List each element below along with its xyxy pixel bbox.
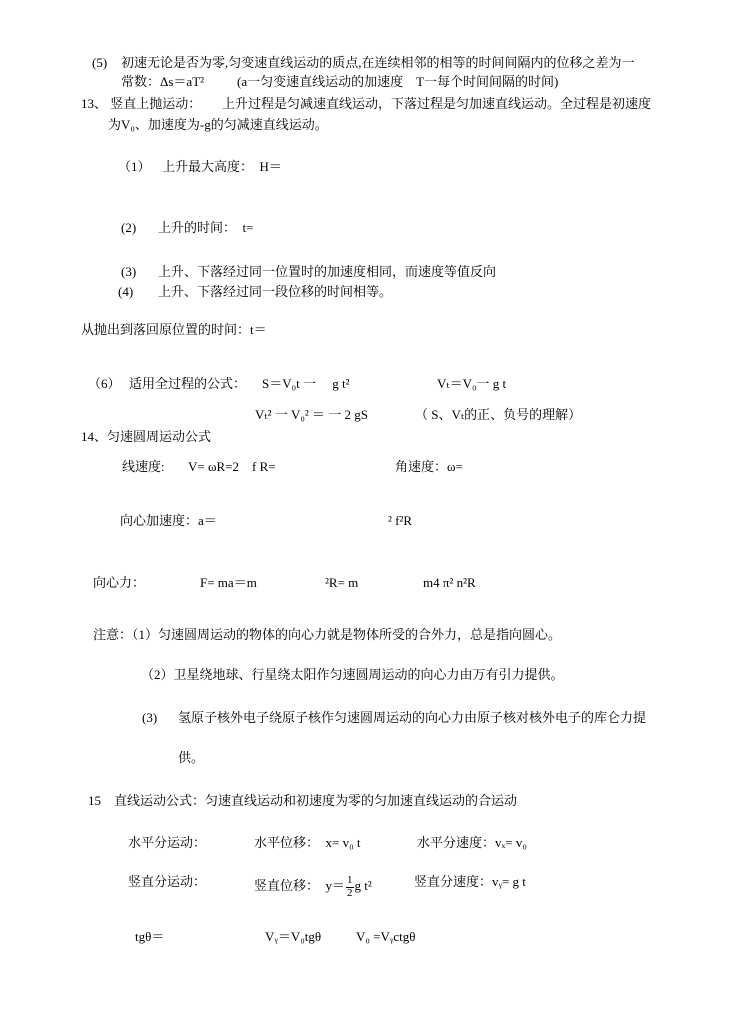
sec13-text2: 为V₀、加速度为-g的匀减速直线运动。 bbox=[108, 117, 328, 132]
vertical-motion-label: 竖直分运动： bbox=[128, 874, 207, 889]
centripetal-acc-label: 向心加速度：a＝ bbox=[120, 513, 217, 528]
tan-formula-1: Vᵧ＝V₀tgθ bbox=[265, 929, 322, 944]
note-2: （2）卫星绕地球、行星绕太阳作匀速圆周运动的向心力由万有引力提供。 bbox=[141, 667, 564, 682]
centripetal-force-f2: ²R= m bbox=[325, 575, 359, 590]
one-half-fraction bbox=[346, 875, 354, 899]
tan-formula-2: V₀ =Vᵧctgθ bbox=[356, 929, 416, 944]
throw-time: 从抛出到落回原位置的时间：t＝ bbox=[81, 322, 267, 337]
sec13-item4: 上升、下落经过同一段位移的时间相等。 bbox=[158, 284, 393, 299]
sec15-heading: 15 直线运动公式：匀速直线运动和初速度为零的匀加速直线运动的合运动 bbox=[88, 793, 518, 808]
horizontal-displacement: 水平位移： x= v₀ t bbox=[254, 835, 361, 850]
note-3: 氢原子核外电子绕原子核作匀速圆周运动的向心力由原子核对核外电子的库仑力提 bbox=[178, 710, 647, 725]
sec13-heading: 13、 竖直上抛运动： bbox=[81, 96, 202, 111]
tan-theta-label: tgθ＝ bbox=[135, 929, 165, 944]
note-3-number: (3) bbox=[142, 710, 158, 725]
horizontal-velocity: 水平分速度：vₓ= v₀ bbox=[417, 835, 527, 850]
item5-line2: 常数：Δs＝aT² bbox=[121, 74, 205, 89]
sec13-item2-number: (2) bbox=[121, 220, 137, 235]
sec13-item6-label: 适用全过程的公式： bbox=[129, 376, 247, 391]
linear-velocity-label: 线速度: bbox=[122, 459, 165, 474]
centripetal-force-f1: F= ma＝m bbox=[200, 575, 257, 590]
centripetal-force-label: 向心力： bbox=[93, 575, 146, 590]
vertical-velocity: 竖直分速度：vᵧ= g t bbox=[414, 874, 526, 889]
sec13-item6-number: （6） bbox=[88, 376, 121, 391]
sec13-item4-number: (4) bbox=[118, 284, 134, 299]
note-3-continued: 供。 bbox=[178, 750, 205, 765]
sec13-item1: 上升最大高度： H＝ bbox=[162, 159, 282, 174]
vertical-displacement-label: 竖直位移： y＝ bbox=[254, 878, 346, 894]
centripetal-acc-formula: ² f²R bbox=[388, 513, 413, 528]
sec13-item2: 上升的时间： t= bbox=[158, 220, 254, 235]
item5-number: (5) bbox=[92, 55, 108, 70]
formula-velocity-squared: Vₜ² 一 V₀² ＝ 一 2 gS bbox=[255, 407, 369, 422]
sec14-heading: 14、匀速圆周运动公式 bbox=[81, 429, 212, 444]
horizontal-motion-label: 水平分运动： bbox=[128, 835, 207, 850]
formula-velocity-squared-note: （ S、Vₜ的正、负号的理解） bbox=[415, 407, 582, 422]
centripetal-force-f3: m4 π² n²R bbox=[423, 575, 476, 590]
sec13-item3: 上升、下落经过同一位置时的加速度相同，而速度等值反向 bbox=[158, 264, 497, 279]
item5-line1: 初速无论是否为零,匀变速直线运动的质点,在连续相邻的相等的时间间隔内的位移之差为一 bbox=[121, 55, 635, 70]
fraction-numerator: 1 bbox=[347, 874, 353, 886]
linear-velocity-formula: V= ωR=2 f R= bbox=[188, 459, 276, 474]
fraction-denominator: 2 bbox=[347, 886, 353, 899]
vertical-displacement bbox=[254, 875, 372, 899]
sec13-item3-number: (3) bbox=[121, 264, 137, 279]
vertical-displacement-tail: g t² bbox=[354, 878, 372, 894]
formula-velocity: Vₜ＝V₀一 g t bbox=[437, 376, 507, 391]
angular-velocity-label: 角速度：ω= bbox=[395, 459, 463, 474]
sec13-item1-number: （1） bbox=[118, 159, 151, 174]
formula-displacement: S＝V₀t 一 g t² bbox=[262, 376, 350, 391]
note-heading: 注意：（1）匀速圆周运动的物体的向心力就是物体所受的合外力，总是指向圆心。 bbox=[93, 627, 562, 642]
item5-line2-note: (a一匀变速直线运动的加速度 T一每个时间间隔的时间) bbox=[237, 74, 559, 89]
sec13-text1: 上升过程是匀减速直线运动，下落过程是匀加速直线运动。全过程是初速度 bbox=[222, 96, 652, 111]
